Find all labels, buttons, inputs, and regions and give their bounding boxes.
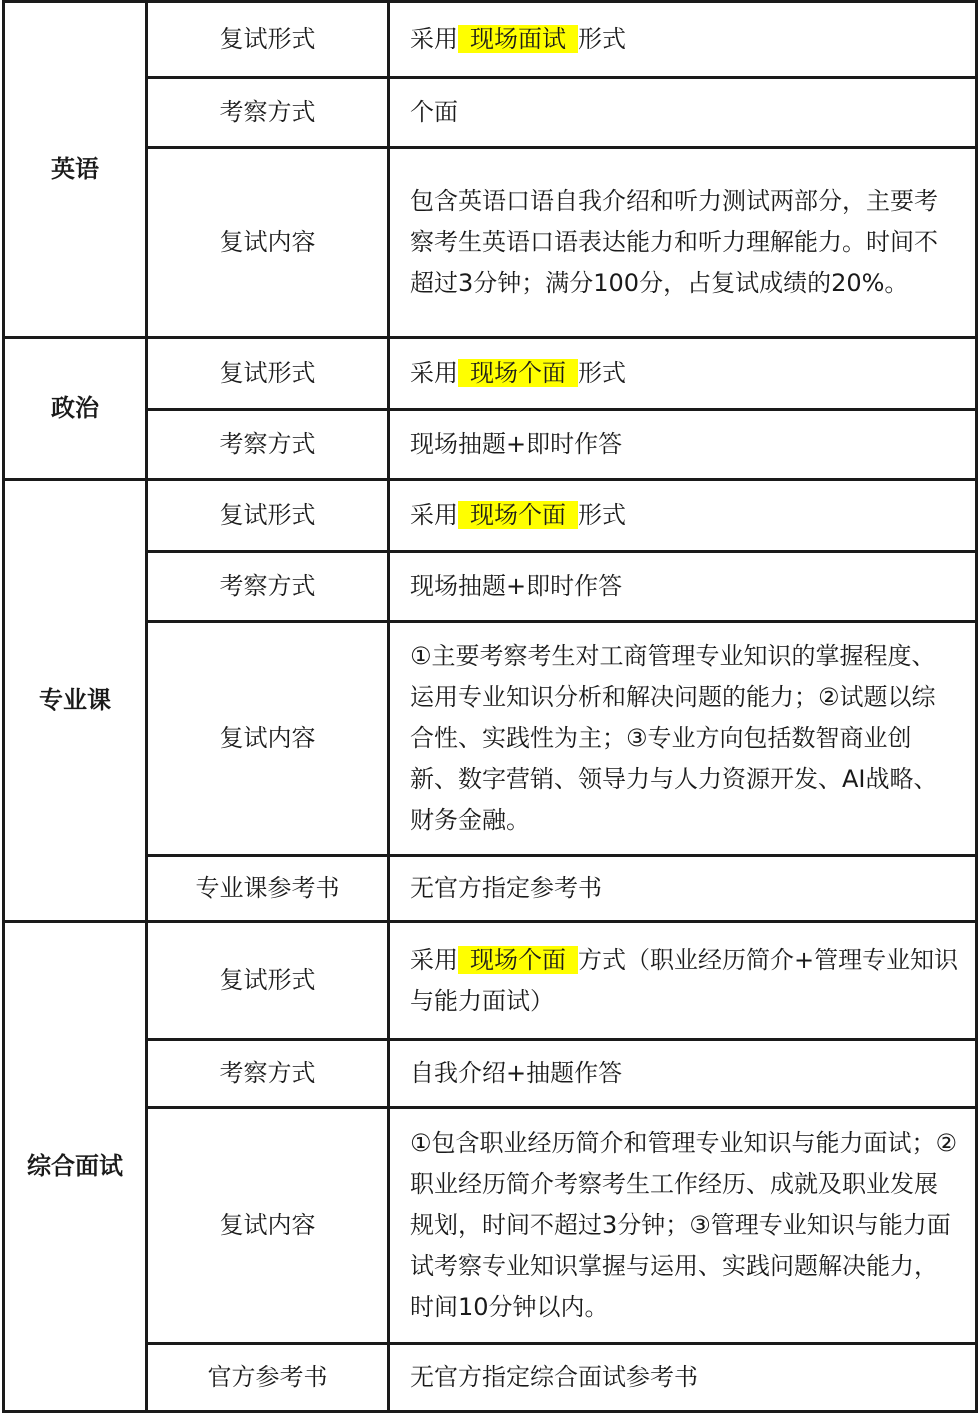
highlight-mark: 现场个面: [458, 359, 578, 387]
row-label: 考察方式: [147, 552, 389, 622]
table-row: [4, 1344, 977, 1412]
row-label: 复试形式: [147, 922, 389, 1040]
table-row: [4, 1108, 977, 1344]
row-label: 官方参考书: [147, 1344, 389, 1412]
row-value: 个面: [389, 78, 977, 148]
highlight-mark: 现场面试: [458, 25, 578, 53]
value-suffix: 形式: [578, 25, 626, 53]
row-label: 复试内容: [147, 622, 389, 856]
row-value: [389, 922, 977, 1040]
row-value: 包含英语口语自我介绍和听力测试两部分，主要考察考生英语口语表达能力和听力理解能力。时间不超过3分钟；满分100分，占复试成绩的20%。: [389, 148, 977, 338]
row-value: 无官方指定参考书: [389, 856, 977, 922]
table-row: [4, 552, 977, 622]
row-value: 无官方指定综合面试参考书: [389, 1344, 977, 1412]
row-value: [389, 2, 977, 78]
category-english: 英语: [4, 2, 147, 338]
row-label: 复试内容: [147, 148, 389, 338]
row-label: 复试形式: [147, 480, 389, 552]
row-value: [389, 480, 977, 552]
row-label: 考察方式: [147, 410, 389, 480]
row-value: 自我介绍+抽题作答: [389, 1040, 977, 1108]
category-comprehensive-interview: 综合面试: [4, 922, 147, 1412]
category-politics: 政治: [4, 338, 147, 480]
row-label: 专业课参考书: [147, 856, 389, 922]
row-value: 现场抽题+即时作答: [389, 410, 977, 480]
value-suffix: 形式: [578, 501, 626, 529]
table-row: [4, 78, 977, 148]
row-label: 考察方式: [147, 1040, 389, 1108]
table-row: [4, 856, 977, 922]
table-row: [4, 480, 977, 552]
value-prefix: 采用: [410, 25, 458, 53]
row-label: 复试内容: [147, 1108, 389, 1344]
row-value: ①主要考察考生对工商管理专业知识的掌握程度、运用专业知识分析和解决问题的能力；②试题以综合性、实践性为主；③专业方向包括数智商业创新、数字营销、领导力与人力资源开发、AI战略、财务金融。: [389, 622, 977, 856]
row-label: 复试形式: [147, 338, 389, 410]
value-prefix: 采用: [410, 501, 458, 529]
highlight-mark: 现场个面: [458, 946, 578, 974]
table-row: [4, 2, 977, 78]
value-prefix: 采用: [410, 359, 458, 387]
category-major-course: 专业课: [4, 480, 147, 922]
table-row: [4, 338, 977, 410]
table-row: [4, 148, 977, 338]
value-suffix: 方式（职业经历简介+管理专业知识与能力面试）: [410, 945, 959, 1015]
row-value: [389, 338, 977, 410]
row-label: 考察方式: [147, 78, 389, 148]
table-row: [4, 410, 977, 480]
row-value: ①包含职业经历简介和管理专业知识与能力面试；②职业经历简介考察考生工作经历、成就及职业发展规划，时间不超过3分钟；③管理专业知识与能力面试考察专业知识掌握与运用、实践问题解决能力，时间10分钟以内。: [389, 1108, 977, 1344]
row-label: 复试形式: [147, 2, 389, 78]
retest-table: [2, 0, 978, 1413]
table-row: [4, 1040, 977, 1108]
table-row: [4, 922, 977, 1040]
value-suffix: 形式: [578, 359, 626, 387]
highlight-mark: 现场个面: [458, 501, 578, 529]
table-row: [4, 622, 977, 856]
value-prefix: 采用: [410, 945, 458, 974]
row-value: 现场抽题+即时作答: [389, 552, 977, 622]
